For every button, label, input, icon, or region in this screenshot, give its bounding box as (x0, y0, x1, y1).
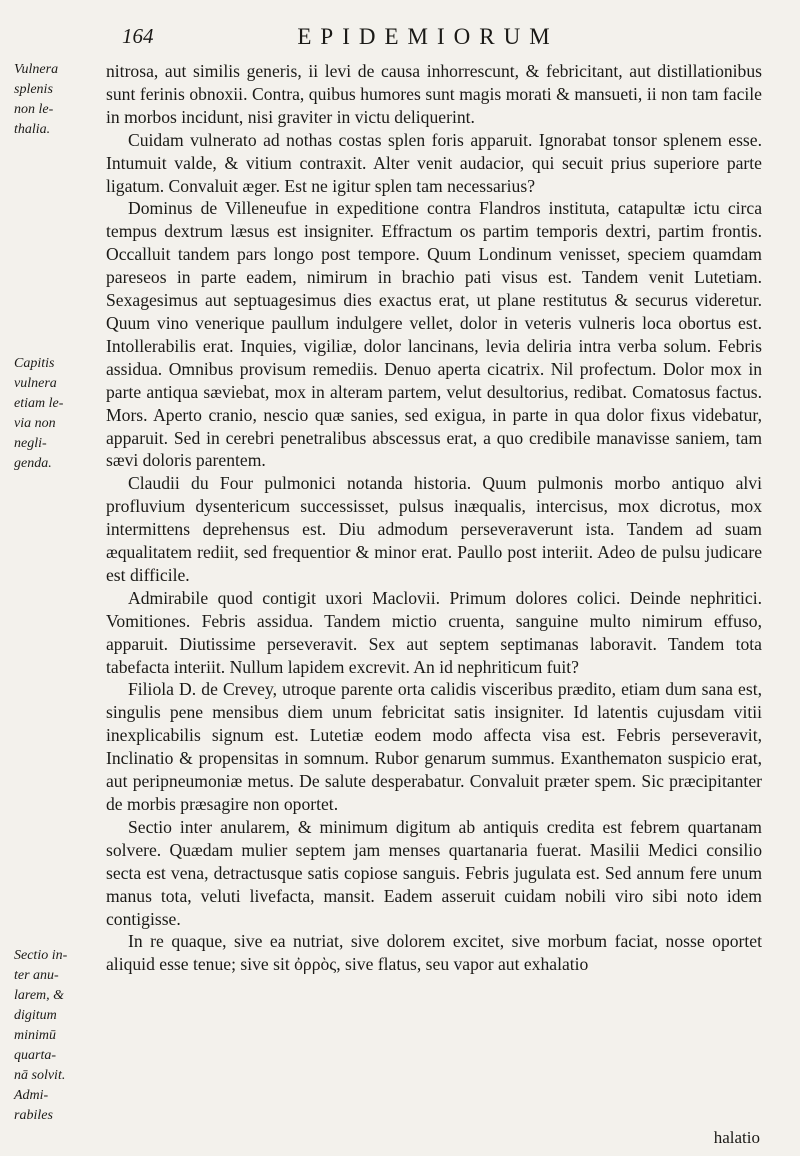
paragraph: Dominus de Villeneufue in expeditione contra Flandros instituta, catapultæ ictu circa tempus dextrum læsus est insigniter. Effractum os partim temporis dextri, partim frontis. Occalluit tandem pars longo post tempore. Quum Londinum venisset, speciem quamdam pareseos in parte eadem, nimirum in brachio pati visus est. Tandem venit Lutetiam. Sexagesimus aut septuagesimus dies exactus erat, ut plane restitutus & securus videretur. Quum vino venerique paullum indulgere vellet, dolor in veteris vulneris loca obortus est. Intollerabilis erat. Inquies, vigiliæ, dolor lancinans, levia deliria intra verba solum. Febris assidua. Omnibus provisum remediis. Denuo aperta cicatrix. Nil profectum. Dolor mox in parte antiqua sæviebat, mox in alteram partem, velut desultorius, redibat. Comatosus factus. Mors. Aperto cranio, nescio quæ sanies, sed exigua, in parte in qua dolor fixus videbatur, apparuit. Sed in cerebri penetralibus abscessus erat, a quo credibile manavisse saniem, tam sævi doloris parentem. (106, 198, 762, 471)
paragraph: Claudii du Four pulmonici notanda historia. Quum pulmonis morbo antiquo alvi profluvium dysentericum successisset, pulsus inæqualis, intercisus, mox dicrotus, mox intermittens deprehensus est. Diu admodum perseveraverunt ista. Tandem ad suam æqualitatem rediit, sed frequentior & minor erat. Paullo post interiit. Adeo de pulsu judicare est difficile. (106, 473, 762, 585)
margin-note-3: Sectio in- ter anu- larem, & digitum minimū quarta- nā solvit. Admi- rabiles (14, 948, 68, 1123)
body-text (106, 60, 762, 976)
paragraph: nitrosa, aut similis generis, ii levi de causa inhorrescunt, & febricitant, aut distillationibus sunt ferinis obnoxii. Contra, quibus humores sunt magis morati & mansueti, ii non tam facile in morbos incidunt, nisi graviter in victu deliquerint. (106, 61, 762, 127)
paragraph: Cuidam vulnerato ad nothas costas splen foris apparuit. Ignorabat tonsor splenem esse. Intumuit valde, & vitium contraxit. Alter venit audacior, qui secuit prius superiore parte ligatum. Convaluit æger. Est ne igitur splen tam necessarius? (106, 129, 762, 196)
paragraph: In re quaque, sive ea nutriat, sive dolorem excitet, sive morbum faciat, nosse oportet aliquid esse tenue; sive sit ὀρρὸς, sive flatus, seu vapor aut exhalatio (106, 931, 762, 975)
page-header (108, 24, 748, 54)
paragraph: Sectio inter anularem, & minimum digitum ab antiquis credita est febrem quartanam solvere. Quædam mulier septem jam menses quartanaria fuerat. Masilii Medici consilio secta est vena, detractusque satis copiose sanguis. Febris jugulata est. Sed annum fere unum manus tota, veluti livefacta, mansit. Eadem asseruit cuidam nobili viro sibi noto idem contigisse. (106, 816, 762, 929)
paragraph: Admirabile quod contigit uxori Maclovii. Primum dolores colici. Deinde nephritici. Vomitiones. Febris assidua. Tandem mictio cruenta, sanguine multo nimirum effuso, apparuit. Diutissime perseveravit. Sex aut septem septimanas laboravit. Tandem tota tabefacta interiit. Nullum lapidem excrevit. An id nephriticum fuit? (106, 587, 762, 677)
page-number: 164 (122, 24, 154, 48)
running-title: EPIDEMIORUM (297, 24, 559, 49)
catchword: halatio (713, 1128, 760, 1147)
margin-note-1: Vulnera splenis non le- thalia. (14, 62, 59, 137)
margin-note-2: Capitis vulnera etiam le- via non negli- genda. (14, 356, 64, 471)
paragraph: Filiola D. de Crevey, utroque parente orta calidis visceribus prædito, etiam dum sana est, singulis pene mensibus diem unum febricitat satis insigniter. Id latentis cujusdam vitii inexplicabilis signum est. Lutetiæ eodem modo affecta visa est. Febris perseveravit, Inclinatio & propensitas in somnum. Rubor genarum summus. Exanthematon suspicio erat, aut peripneumoniæ metus. De salute desperabatur. Convaluit præter spem. Sic præcipitanter de morbis præsagire non oportet. (106, 679, 762, 814)
